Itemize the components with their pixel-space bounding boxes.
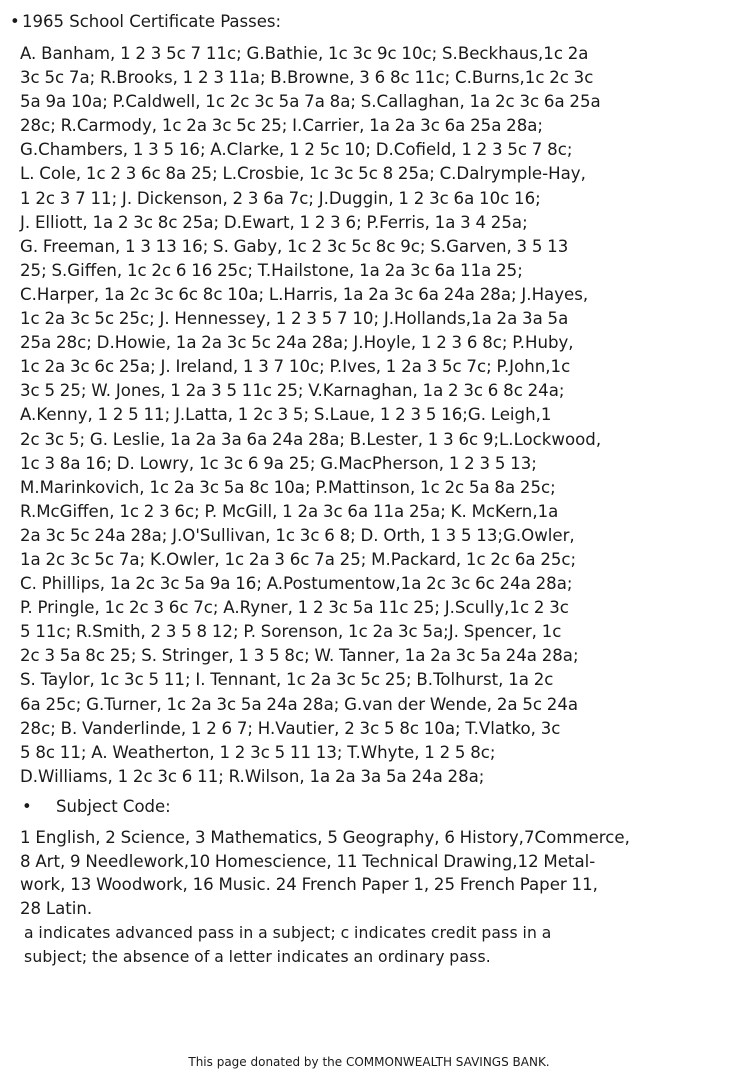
text-line: G. Freeman, 1 3 13 16; S. Gaby, 1c 2 3c 5c 8c 9c; S.Garven, 3 5 13: [20, 236, 569, 256]
text-line: G.Chambers, 1 3 5 16; A.Clarke, 1 2 5c 10; D.Cofield, 1 2 3 5c 7 8c;: [20, 140, 573, 160]
text-line: A. Banham, 1 2 3 5c 7 11c; G.Bathie, 1c 3c 9c 10c; S.Beckhaus,1c 2a: [20, 44, 589, 63]
passes-list: [20, 42, 732, 789]
text-line: 3c 5 25; W. Jones, 1 2a 3 5 11c 25; V.Karnaghan, 1a 2 3c 6 8c 24a;: [20, 381, 565, 401]
bullet-icon: •: [22, 797, 32, 816]
text-line: S. Taylor, 1c 3c 5 11; I. Tennant, 1c 2a 3c 5c 25; B.Tolhurst, 1a 2c: [20, 670, 554, 690]
subject-code-heading: [22, 795, 171, 819]
section-heading: [10, 10, 281, 34]
text-line: 1 English, 2 Science, 3 Mathematics, 5 Geography, 6 History,7Commerce,: [20, 828, 630, 847]
text-line: 2c 3c 5; G. Leslie, 1a 2a 3a 6a 24a 28a; B.Lester, 1 3 6c 9;L.Lockwood,: [20, 429, 602, 449]
bullet-icon: •: [10, 12, 20, 31]
text-line: 1a 2c 3c 5c 7a; K.Owler, 1c 2a 3 6c 7a 25; M.Packard, 1c 2c 6a 25c;: [20, 549, 577, 569]
text-line: 28 Latin.: [20, 898, 93, 918]
footer-credit: This page donated by the COMMONWEALTH SAVINGS BANK.: [188, 1055, 550, 1069]
text-line: 1c 2a 3c 6c 25a; J. Ireland, 1 3 7 10c; P.Ives, 1 2a 3 5c 7c; P.John,1c: [20, 357, 571, 377]
text-line: L. Cole, 1c 2 3 6c 8a 25; L.Crosbie, 1c 3c 5c 8 25a; C.Dalrymple-Hay,: [20, 164, 586, 184]
text-line: A.Kenny, 1 2 5 11; J.Latta, 1 2c 3 5; S.Laue, 1 2 3 5 16;G. Leigh,1: [20, 405, 552, 425]
text-line: 1 2c 3 7 11; J. Dickenson, 2 3 6a 7c; J.Duggin, 1 2 3c 6a 10c 16;: [20, 188, 541, 208]
text-line: C. Phillips, 1a 2c 3c 5a 9a 16; A.Postumentow,1a 2c 3c 6c 24a 28a;: [20, 574, 573, 594]
text-line: 5 8c 11; A. Weatherton, 1 2 3c 5 11 13; T.Whyte, 1 2 5 8c;: [20, 742, 496, 762]
text-line: 8 Art, 9 Needlework,10 Homescience, 11 Technical Drawing,12 Metal-: [20, 851, 596, 871]
text-line: D.Williams, 1 2c 3c 6 11; R.Wilson, 1a 2a 3a 5a 24a 28a;: [20, 766, 485, 786]
text-line: J. Elliott, 1a 2 3c 8c 25a; D.Ewart, 1 2 3 6; P.Ferris, 1a 3 4 25a;: [20, 212, 528, 232]
subject-code-list: [20, 826, 732, 920]
text-line: 3c 5c 7a; R.Brooks, 1 2 3 11a; B.Browne, 3 6 8c 11c; C.Burns,1c 2c 3c: [20, 68, 594, 88]
text-line: 5 11c; R.Smith, 2 3 5 8 12; P. Sorenson, 1c 2a 3c 5a;J. Spencer, 1c: [20, 622, 562, 642]
text-line: 25; S.Giffen, 1c 2c 6 16 25c; T.Hailstone, 1a 2a 3c 6a 11a 25;: [20, 260, 523, 280]
text-line: work, 13 Woodwork, 16 Music. 24 French Paper 1, 25 French Paper 11,: [20, 875, 598, 894]
legend-note: [24, 922, 732, 969]
text-line: 6a 25c; G.Turner, 1c 2a 3c 5a 24a 28a; G.van der Wende, 2a 5c 24a: [20, 694, 579, 714]
text-line: 1c 3 8a 16; D. Lowry, 1c 3c 6 9a 25; G.MacPherson, 1 2 3 5 13;: [20, 453, 537, 473]
text-line: 28c; R.Carmody, 1c 2a 3c 5c 25; I.Carrier, 1a 2a 3c 6a 25a 28a;: [20, 116, 544, 136]
text-line: 1c 2a 3c 5c 25c; J. Hennessey, 1 2 3 5 7 10; J.Hollands,1a 2a 3a 5a: [20, 309, 569, 329]
text-line: R.McGiffen, 1c 2 3 6c; P. McGill, 1 2a 3c 6a 11a 25a; K. McKern,1a: [20, 501, 559, 521]
text-line: P. Pringle, 1c 2c 3 6c 7c; A.Ryner, 1 2 3c 5a 11c 25; J.Scully,1c 2 3c: [20, 598, 569, 618]
text-line: 5a 9a 10a; P.Caldwell, 1c 2c 3c 5a 7a 8a; S.Callaghan, 1a 2c 3c 6a 25a: [20, 92, 601, 112]
text-line: subject; the absence of a letter indicates an ordinary pass.: [24, 947, 491, 966]
text-line: C.Harper, 1a 2c 3c 6c 8c 10a; L.Harris, 1a 2a 3c 6a 24a 28a; J.Hayes,: [20, 284, 589, 304]
text-line: 2a 3c 5c 24a 28a; J.O'Sullivan, 1c 3c 6 8; D. Orth, 1 3 5 13;G.Owler,: [20, 525, 575, 545]
text-line: M.Marinkovich, 1c 2a 3c 5a 8c 10a; P.Mattinson, 1c 2c 5a 8a 25c;: [20, 477, 556, 497]
subject-code-title: Subject Code:: [56, 797, 171, 816]
text-line: 2c 3 5a 8c 25; S. Stringer, 1 3 5 8c; W. Tanner, 1a 2a 3c 5a 24a 28a;: [20, 646, 579, 666]
text-line: a indicates advanced pass in a subject; c indicates credit pass in a: [24, 924, 552, 942]
section-title: 1965 School Certificate Passes:: [22, 12, 282, 31]
text-line: 28c; B. Vanderlinde, 1 2 6 7; H.Vautier, 2 3c 5 8c 10a; T.Vlatko, 3c: [20, 718, 561, 738]
text-line: 25a 28c; D.Howie, 1a 2a 3c 5c 24a 28a; J.Hoyle, 1 2 3 6 8c; P.Huby,: [20, 333, 574, 353]
